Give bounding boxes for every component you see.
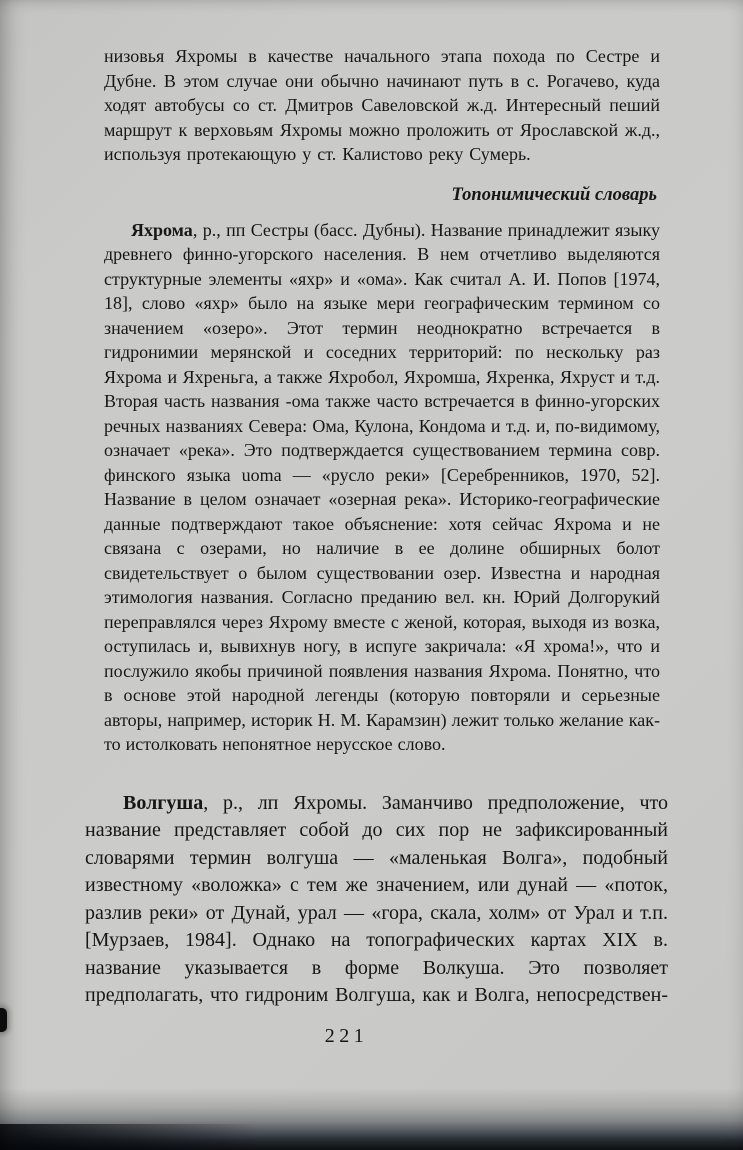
- page-number: 221: [324, 1024, 369, 1047]
- scan-bottom-left-corner: [0, 1124, 260, 1150]
- scan-artifact-left-edge: [0, 1008, 7, 1032]
- entry-term-yakhroma: Яхрома: [131, 219, 193, 240]
- dictionary-entry-volgusha: [85, 790, 668, 1010]
- dictionary-entry-yakhroma: [104, 218, 660, 757]
- main-type-column: [85, 790, 668, 1048]
- entry-term-volgusha: Волгуша: [123, 791, 204, 814]
- section-heading: Топонимический словарь: [451, 184, 657, 205]
- small-type-column: [104, 44, 660, 757]
- entry-body-yakhroma: , р., пп Сестры (басс. Дубны). Название принадлежит языку древнего финно-угорского населения. В нем отчетливо выделяются структурные элементы «яхр» и «ома». Как считал А. И. Попов [1974, 18], слово «яхр» было на языке мери географическим термином со значением «озеро». Этот термин неоднократно встречается в гидронимии мерянской и соседних территорий: по нескольку раз Яхрома и Яхреньга, а также Яхробол, Яхромша, Яхренка, Яхруст и т.д. Вторая часть названия -ома также часто встречается в финно-угорских речных названиях Севера: Ома, Кулона, Кондома и т.д. и, по-видимому, означает «река». Это подтверждается существованием термина совр. финского языка uoma — «русло реки» [Серебренников, 1970, 52]. Название в целом означает «озерная река». Историко-географические данные подтверждают такое объяснение: хотя сейчас Яхрома и не связана с озерами, но наличие в ее долине обширных болот свидетельствует о былом существовании озер. Известна и народная этимология названия. Согласно преданию вел. кн. Юрий Долгорукий переправлялся через Яхрому вместе с женой, которая, выходя из возка, оступилась и, вывихнув ногу, в испуге закричала: «Я хрома!», что и послужило якобы причиной появления названия Яхрома. Понятно, что в основе этой народной легенды (которую повторяли и серьезные авторы, например, историк Н. М. Карамзин) лежит только желание как-то истолковать непонятное нерусское слово.: [104, 219, 660, 754]
- continuation-paragraph: низовья Яхромы в качестве начального этапа похода по Сестре и Дубне. В этом случае они обычно начинают путь в с. Рогачево, куда ходят автобусы со ст. Дмитров Савеловской ж.д. Интересный пеший маршрут к верховьям Яхромы можно проложить от Ярославской ж.д., используя протекающую у ст. Калистово реку Сумерь.: [104, 46, 660, 164]
- entry-body-volgusha: , р., лп Яхромы. Заманчиво предположение, что название представляет собой до сих пор не зафиксированный словарями термин волгуша — «маленькая Волга», подобный известному «воложка» с тем же значением, или дунай — «поток, разлив реки» от Дунай, урал — «гора, скала, холм» от Урал и т.п. [Мурзаев, 1984]. Однако на топографических картах XIX в. название указывается в форме Волкуша. Это позволяет предполагать, что гидроним Волгуша, как и Волга, непосредствен-: [85, 791, 668, 1006]
